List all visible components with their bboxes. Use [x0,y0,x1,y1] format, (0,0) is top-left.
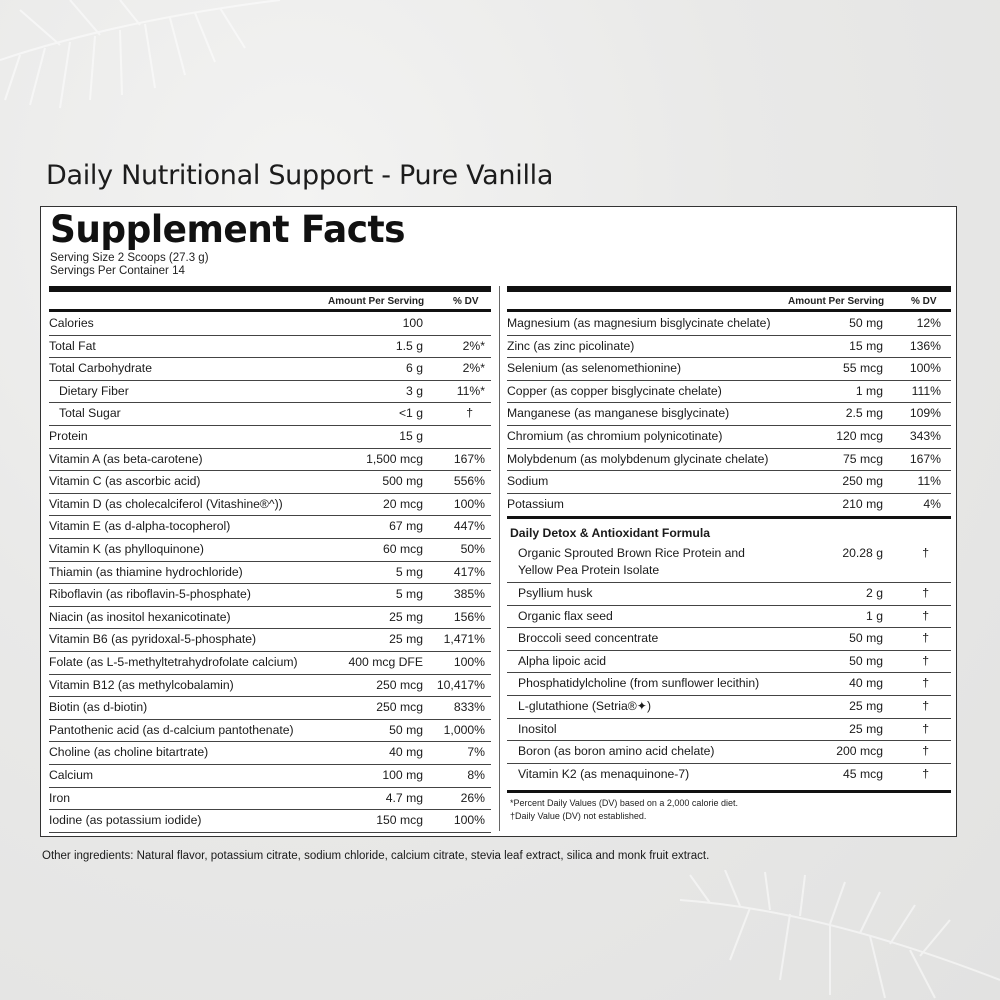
nutrient-amount: 250 mcg [376,700,423,715]
nutrient-amount: 2 g [866,586,883,600]
nutrient-name: Copper (as copper bisglycinate chelate) [507,383,722,398]
table-row [49,720,491,743]
table-row [507,471,951,494]
nutrient-amount: 1.5 g [395,338,423,353]
nutrient-name: Sodium [507,474,549,489]
nutrient-dv: † [922,653,929,668]
nutrient-dv: 1,471% [443,632,485,647]
nutrient-dv: 447% [453,519,485,534]
table-row [49,629,491,652]
nutrient-name: Total Sugar [59,406,121,421]
nutrient-amount: 75 mcg [843,451,883,466]
table-row [49,562,491,585]
nutrient-name: Vitamin E (as d-alpha-tocopherol) [49,519,231,534]
table-row [507,426,951,449]
table-row [49,516,491,539]
nutrient-dv: 50% [460,542,485,556]
nutrient-name: Magnesium (as magnesium bisglycinate chelate) [507,316,771,330]
nutrient-dv: 1,000% [443,722,485,737]
nutrient-name: Boron (as boron amino acid chelate) [518,744,715,759]
table-row [49,313,491,336]
nutrient-amount: <1 g [398,406,423,421]
nutrient-amount: 50 mg [389,722,423,737]
serving-size: Serving Size 2 Scoops (27.3 g) [50,252,209,264]
table-row [507,741,951,764]
nutrient-name: Inositol [518,721,557,736]
column-divider [499,286,500,831]
servings-per-container: Servings Per Container 14 [50,265,185,277]
nutrient-dv: 156% [453,609,485,624]
nutrient-name: Choline (as choline bitartrate) [49,745,209,760]
palm-leaf-decoration-top-left [0,0,290,110]
blend-heading: Daily Detox & Antioxidant Formula [510,526,710,540]
footnote-bar [507,790,951,793]
nutrient-amount: 1,500 mcg [366,451,423,466]
nutrient-amount: 210 mg [842,496,883,511]
table-row [507,628,951,651]
table-row [507,719,951,742]
table-row [49,697,491,720]
table-row [507,673,951,696]
nutrient-name: Phosphatidylcholine (from sunflower lecithin) [518,676,760,691]
nutrient-amount: 5 mg [395,587,423,602]
left-col-dv-header: % DV [453,296,479,307]
nutrient-name: Manganese (as manganese bisglycinate) [507,406,730,421]
nutrient-amount: 250 mg [842,474,883,489]
nutrient-dv: 556% [453,474,485,489]
supplement-facts-heading: Supplement Facts [50,208,406,251]
nutrient-dv: 12% [916,316,941,330]
nutrient-name: Dietary Fiber [59,383,129,398]
table-row [49,471,491,494]
table-row [49,426,491,449]
nutrient-dv: 8% [467,768,485,782]
nutrient-dv: 7% [467,745,485,760]
nutrient-name: Psyllium husk [518,586,593,600]
nutrient-amount: 40 mg [849,676,883,691]
nutrient-amount: 25 mg [389,609,423,624]
table-row [49,675,491,698]
nutrient-name: Riboflavin (as riboflavin-5-phosphate) [49,587,251,602]
nutrient-name: Niacin (as inositol hexanicotinate) [49,609,231,624]
nutrient-dv: 2%* [462,361,485,376]
nutrient-dv: 11% [917,474,941,489]
nutrient-dv: 111% [911,383,941,398]
table-row [49,403,491,426]
left-header-bar [49,309,491,312]
nutrient-amount: 3 g [406,383,423,398]
nutrient-name: Vitamin A (as beta-carotene) [49,451,203,466]
table-row [507,381,951,404]
nutrient-name: Selenium (as selenomethionine) [507,361,682,376]
table-row [507,313,951,336]
nutrient-amount: 100 mg [382,768,423,782]
nutrient-amount: 20 mcg [383,496,423,511]
table-row [507,494,951,517]
supplement-facts-panel [40,206,957,837]
nutrient-amount: 400 mcg DFE [348,655,423,669]
nutrient-name: Alpha lipoic acid [518,653,607,668]
table-row [49,788,491,811]
footnote-dv: *Percent Daily Values (DV) based on a 2,000 calorie diet. [510,798,738,808]
nutrient-dv: † [922,546,929,560]
table-row [49,607,491,630]
nutrient-amount: 60 mcg [383,542,423,556]
nutrient-name: Calories [49,316,94,330]
nutrient-name: Potassium [507,496,564,511]
serving-info [50,252,209,278]
nutrient-name: Total Fat [49,338,96,353]
nutrient-amount: 40 mg [389,745,423,760]
nutrient-name: Biotin (as d-biotin) [49,700,148,715]
nutrient-dv: † [922,608,929,623]
nutrient-dv: † [922,676,929,691]
palm-leaf-decoration-bottom-right [670,870,1000,1000]
nutrient-amount: 25 mg [389,632,423,647]
nutrient-name: Calcium [49,768,94,782]
nutrient-amount: 200 mcg [836,744,883,759]
footnotes [510,797,738,823]
product-title: Daily Nutritional Support - Pure Vanilla [46,160,554,191]
nutrient-dv: † [922,744,929,759]
right-col-amount-header: Amount Per Serving [788,296,885,307]
nutrient-name: Organic flax seed [518,608,613,623]
table-row [507,543,951,583]
nutrient-name: Vitamin D (as cholecalciferol (Vitashine®^)) [49,496,283,511]
nutrient-name-line2: Yellow Pea Protein Isolate [518,563,660,577]
table-row [507,651,951,674]
nutrient-amount: 4.7 mg [385,790,423,805]
nutrient-name: Total Carbohydrate [49,361,152,376]
table-row [49,765,491,788]
table-row [49,336,491,359]
table-row [49,381,491,404]
nutrient-name: Folate (as L-5-methyltetrahydrofolate calcium) [49,655,298,669]
nutrient-amount: 50 mg [849,631,883,646]
blend-bar [507,516,951,519]
table-row [507,583,951,606]
nutrient-dv: 10,417% [436,677,485,692]
table-row [49,810,491,833]
nutrient-amount: 6 g [406,361,423,376]
nutrient-amount: 45 mcg [843,766,883,781]
table-row [507,449,951,472]
nutrient-dv: 833% [453,700,485,715]
nutrient-name: Vitamin B12 (as methylcobalamin) [49,677,234,692]
nutrient-dv: 343% [909,429,941,443]
nutrient-amount: 55 mcg [843,361,883,376]
nutrient-dv: † [922,586,929,600]
nutrient-amount: 2.5 mg [845,406,883,421]
nutrient-dv: † [922,766,929,781]
nutrient-amount: 1 mg [855,383,883,398]
nutrient-name: Vitamin B6 (as pyridoxal-5-phosphate) [49,632,257,647]
nutrient-name: Molybdenum (as molybdenum glycinate chelate) [507,451,769,466]
nutrient-dv: † [466,406,473,421]
nutrient-dv: † [922,721,929,736]
table-row [49,449,491,472]
table-row [49,539,491,562]
table-row [507,336,951,359]
nutrient-amount: 1 g [866,608,883,623]
nutrient-name: Thiamin (as thiamine hydrochloride) [49,564,243,579]
nutrient-name: Iodine (as potassium iodide) [49,813,202,828]
nutrient-dv: 417% [453,564,485,579]
table-row [507,606,951,629]
nutrient-amount: 15 g [399,429,423,443]
table-row [507,358,951,381]
table-row [49,584,491,607]
table-row [49,494,491,517]
nutrient-amount: 150 mcg [376,813,423,828]
nutrient-amount: 50 mg [849,316,883,330]
nutrient-name: Chromium (as chromium polynicotinate) [507,429,723,443]
nutrient-amount: 25 mg [849,721,883,736]
nutrient-dv: 4% [923,496,941,511]
nutrient-amount: 500 mg [382,474,423,489]
nutrient-name: Organic Sprouted Brown Rice Protein and [518,546,745,560]
nutrient-dv: † [922,699,929,713]
nutrient-dv: 385% [453,587,485,602]
table-row [507,403,951,426]
table-row [49,652,491,675]
nutrient-name: Protein [49,429,88,443]
nutrient-amount: 250 mcg [376,677,423,692]
other-ingredients: Other ingredients: Natural flavor, potassium citrate, sodium chloride, calcium citrate, stevia leaf extract, silica and monk fruit extract. [42,850,710,862]
nutrient-name: Zinc (as zinc picolinate) [507,338,635,353]
nutrient-amount: 25 mg [849,699,883,713]
nutrient-dv: 167% [453,451,485,466]
nutrient-amount: 20.28 g [842,546,883,560]
footnote-dagger: †Daily Value (DV) not established. [510,811,647,821]
nutrient-amount: 120 mcg [836,429,883,443]
nutrient-name: Vitamin C (as ascorbic acid) [49,474,201,489]
nutrient-dv: 100% [453,496,485,511]
nutrient-dv: 136% [909,338,941,353]
nutrient-name: Broccoli seed concentrate [518,631,659,646]
right-top-bar [507,286,951,292]
nutrient-name: L-glutathione (Setria®✦) [518,699,652,713]
table-row [507,696,951,719]
left-top-bar [49,286,491,292]
nutrient-dv: 100% [453,813,485,828]
nutrient-dv: 11%* [456,383,485,398]
table-row [49,742,491,765]
nutrient-dv: 26% [460,790,485,805]
right-col-dv-header: % DV [911,296,937,307]
table-row [49,358,491,381]
left-col-amount-header: Amount Per Serving [328,296,425,307]
nutrient-amount: 100 [402,316,423,330]
nutrient-dv: 109% [909,406,941,421]
nutrient-name: Vitamin K2 (as menaquinone-7) [518,766,690,781]
nutrient-name: Vitamin K (as phylloquinone) [49,542,204,556]
nutrient-dv: 100% [909,361,941,376]
nutrient-name: Iron [49,790,71,805]
nutrient-dv: † [922,631,929,646]
nutrient-dv: 100% [453,655,485,669]
nutrient-dv: 167% [909,451,941,466]
nutrient-dv: 2%* [462,338,485,353]
nutrient-amount: 15 mg [849,338,883,353]
nutrient-name: Pantothenic acid (as d-calcium pantothenate) [49,722,294,737]
table-row [507,764,951,787]
nutrient-amount: 5 mg [395,564,423,579]
right-header-bar [507,309,951,312]
nutrient-amount: 50 mg [849,653,883,668]
nutrient-amount: 67 mg [389,519,423,534]
